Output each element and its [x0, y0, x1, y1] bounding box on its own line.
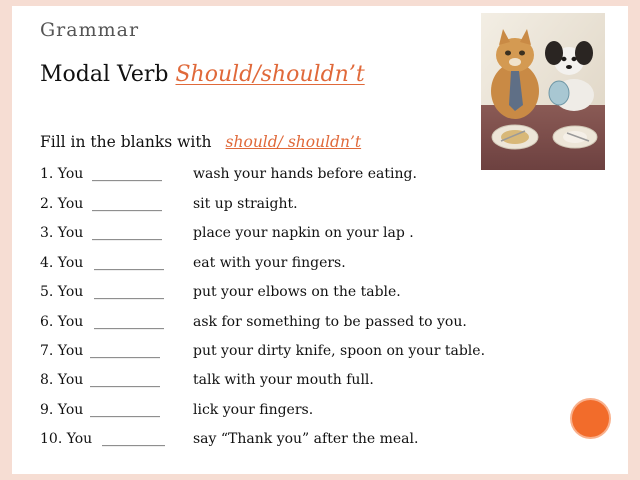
item-number: 9. You: [40, 402, 84, 418]
slide-border-top: [0, 0, 640, 6]
exercise-item-4: [40, 255, 346, 271]
orange-circle-decoration: [572, 400, 609, 437]
slide-border-left: [0, 0, 12, 480]
item-blank: __________: [92, 225, 162, 241]
item-text: ask for something to be passed to you.: [193, 314, 467, 330]
item-blank: __________: [94, 314, 164, 330]
item-number: 8. You: [40, 372, 84, 388]
item-number: 5. You: [40, 284, 84, 300]
exercise-item-8: [40, 372, 374, 388]
exercise-item-7: [40, 343, 486, 359]
item-text: sit up straight.: [193, 196, 298, 212]
item-text: place your napkin on your lap .: [193, 225, 414, 241]
item-number: 4. You: [40, 255, 84, 271]
slide-title: [40, 62, 365, 87]
exercise-item-3: [40, 225, 414, 241]
instruction-text: Fill in the blanks with: [40, 133, 212, 151]
item-text: lick your fingers.: [193, 402, 314, 418]
item-text: wash your hands before eating.: [193, 166, 417, 182]
item-blank: __________: [94, 255, 164, 271]
item-text: eat with your fingers.: [193, 255, 346, 271]
slide-border-right: [628, 0, 640, 480]
exercise-item-2: [40, 196, 298, 212]
title-highlight: Should/shouldn’t: [175, 62, 365, 87]
item-blank: __________: [90, 402, 160, 418]
item-number: 3. You: [40, 225, 84, 241]
item-blank: __________: [90, 343, 160, 359]
item-blank: __________: [94, 284, 164, 300]
slide-border-bottom: [0, 474, 640, 480]
exercise-item-10: [40, 431, 419, 447]
item-text: say “Thank you” after the meal.: [193, 431, 419, 447]
exercise-item-1: [40, 166, 417, 182]
instruction-highlight: should/ shouldn’t: [225, 133, 362, 151]
exercise-item-9: [40, 402, 314, 418]
item-number: 2. You: [40, 196, 84, 212]
title-prefix: Modal Verb: [40, 62, 176, 87]
exercise-item-6: [40, 314, 467, 330]
item-text: talk with your mouth full.: [193, 372, 374, 388]
section-label: Grammar: [40, 19, 140, 41]
item-blank: _________: [102, 431, 165, 447]
item-number: 1. You: [40, 166, 84, 182]
item-blank: __________: [90, 372, 160, 388]
item-blank: __________: [92, 196, 162, 212]
item-blank: __________: [92, 166, 162, 182]
item-text: put your elbows on the table.: [193, 284, 401, 300]
instruction: [40, 133, 361, 151]
item-number: 6. You: [40, 314, 84, 330]
exercise-item-5: [40, 284, 401, 300]
cat-and-dog-dinner-photo: [481, 13, 605, 170]
item-number: 10. You: [40, 431, 93, 447]
item-text: put your dirty knife, spoon on your table.: [193, 343, 486, 359]
item-number: 7. You: [40, 343, 84, 359]
